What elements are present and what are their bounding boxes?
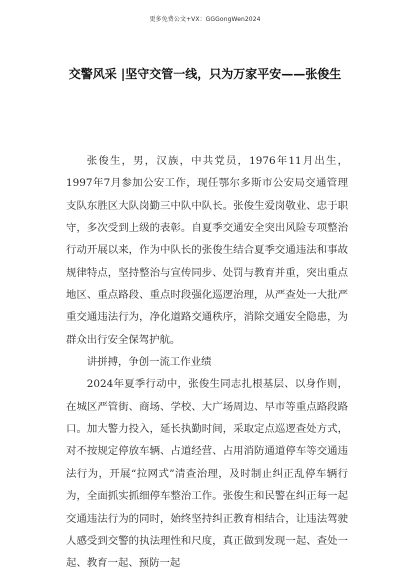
document-title: 交警风采 |坚守交管一线，只为万家平安——张俊生 [68,67,342,81]
paragraph-profile: 张俊生，男，汉族，中共党员，1976年11月出生，1997年7月参加公安工作，现任鄂尔多斯市公安局交通管理支队东胜区大队岗勤三中队中队长。张俊生爱岗敬业、忠于职守，多次受到上级的表彰。自夏季交通安全突出风险专项整治行动开展以来，作为中队长的张俊生结合夏季交通违法和事故规律特点，坚持整治与宣传同步、处罚与教育并重，突出重点地区、重点路段、重点时段强化巡逻治理，从严查处一大批严重交通违法行为，净化道路交通秩序，消除交通安全隐患，为群众出行安全保驾护航。 [66,155,348,346]
document-body [66,150,348,575]
paragraph-summer-action: 2024年夏季行动中，张俊生同志扎根基层、以身作则，在城区严管街、商场、学校、大广场周边、早市等重点路段路口。加大警力投入，延长执勤时间，采取定点巡逻查处方式，对不按规定停放车辆、占道经营、占用消防通道停车等交通违法行为，开展“拉网式”清查治理，及时制止纠正乱停车辆行为，全面抓实抓细停车整治工作。张俊生和民警在纠正每一起交通违法行为的同时，始终坚持纠正教育相结合，让违法驾驶人感受到交警的执法理性和尺度，真正做到发现一起、查处一起、教育一起、预防一起 [66,378,348,570]
header-note: 更多免费公文+VX：GGGongWen2024 [149,16,261,23]
section-heading: 讲拼搏，争创一流工作业绩 [86,356,212,369]
